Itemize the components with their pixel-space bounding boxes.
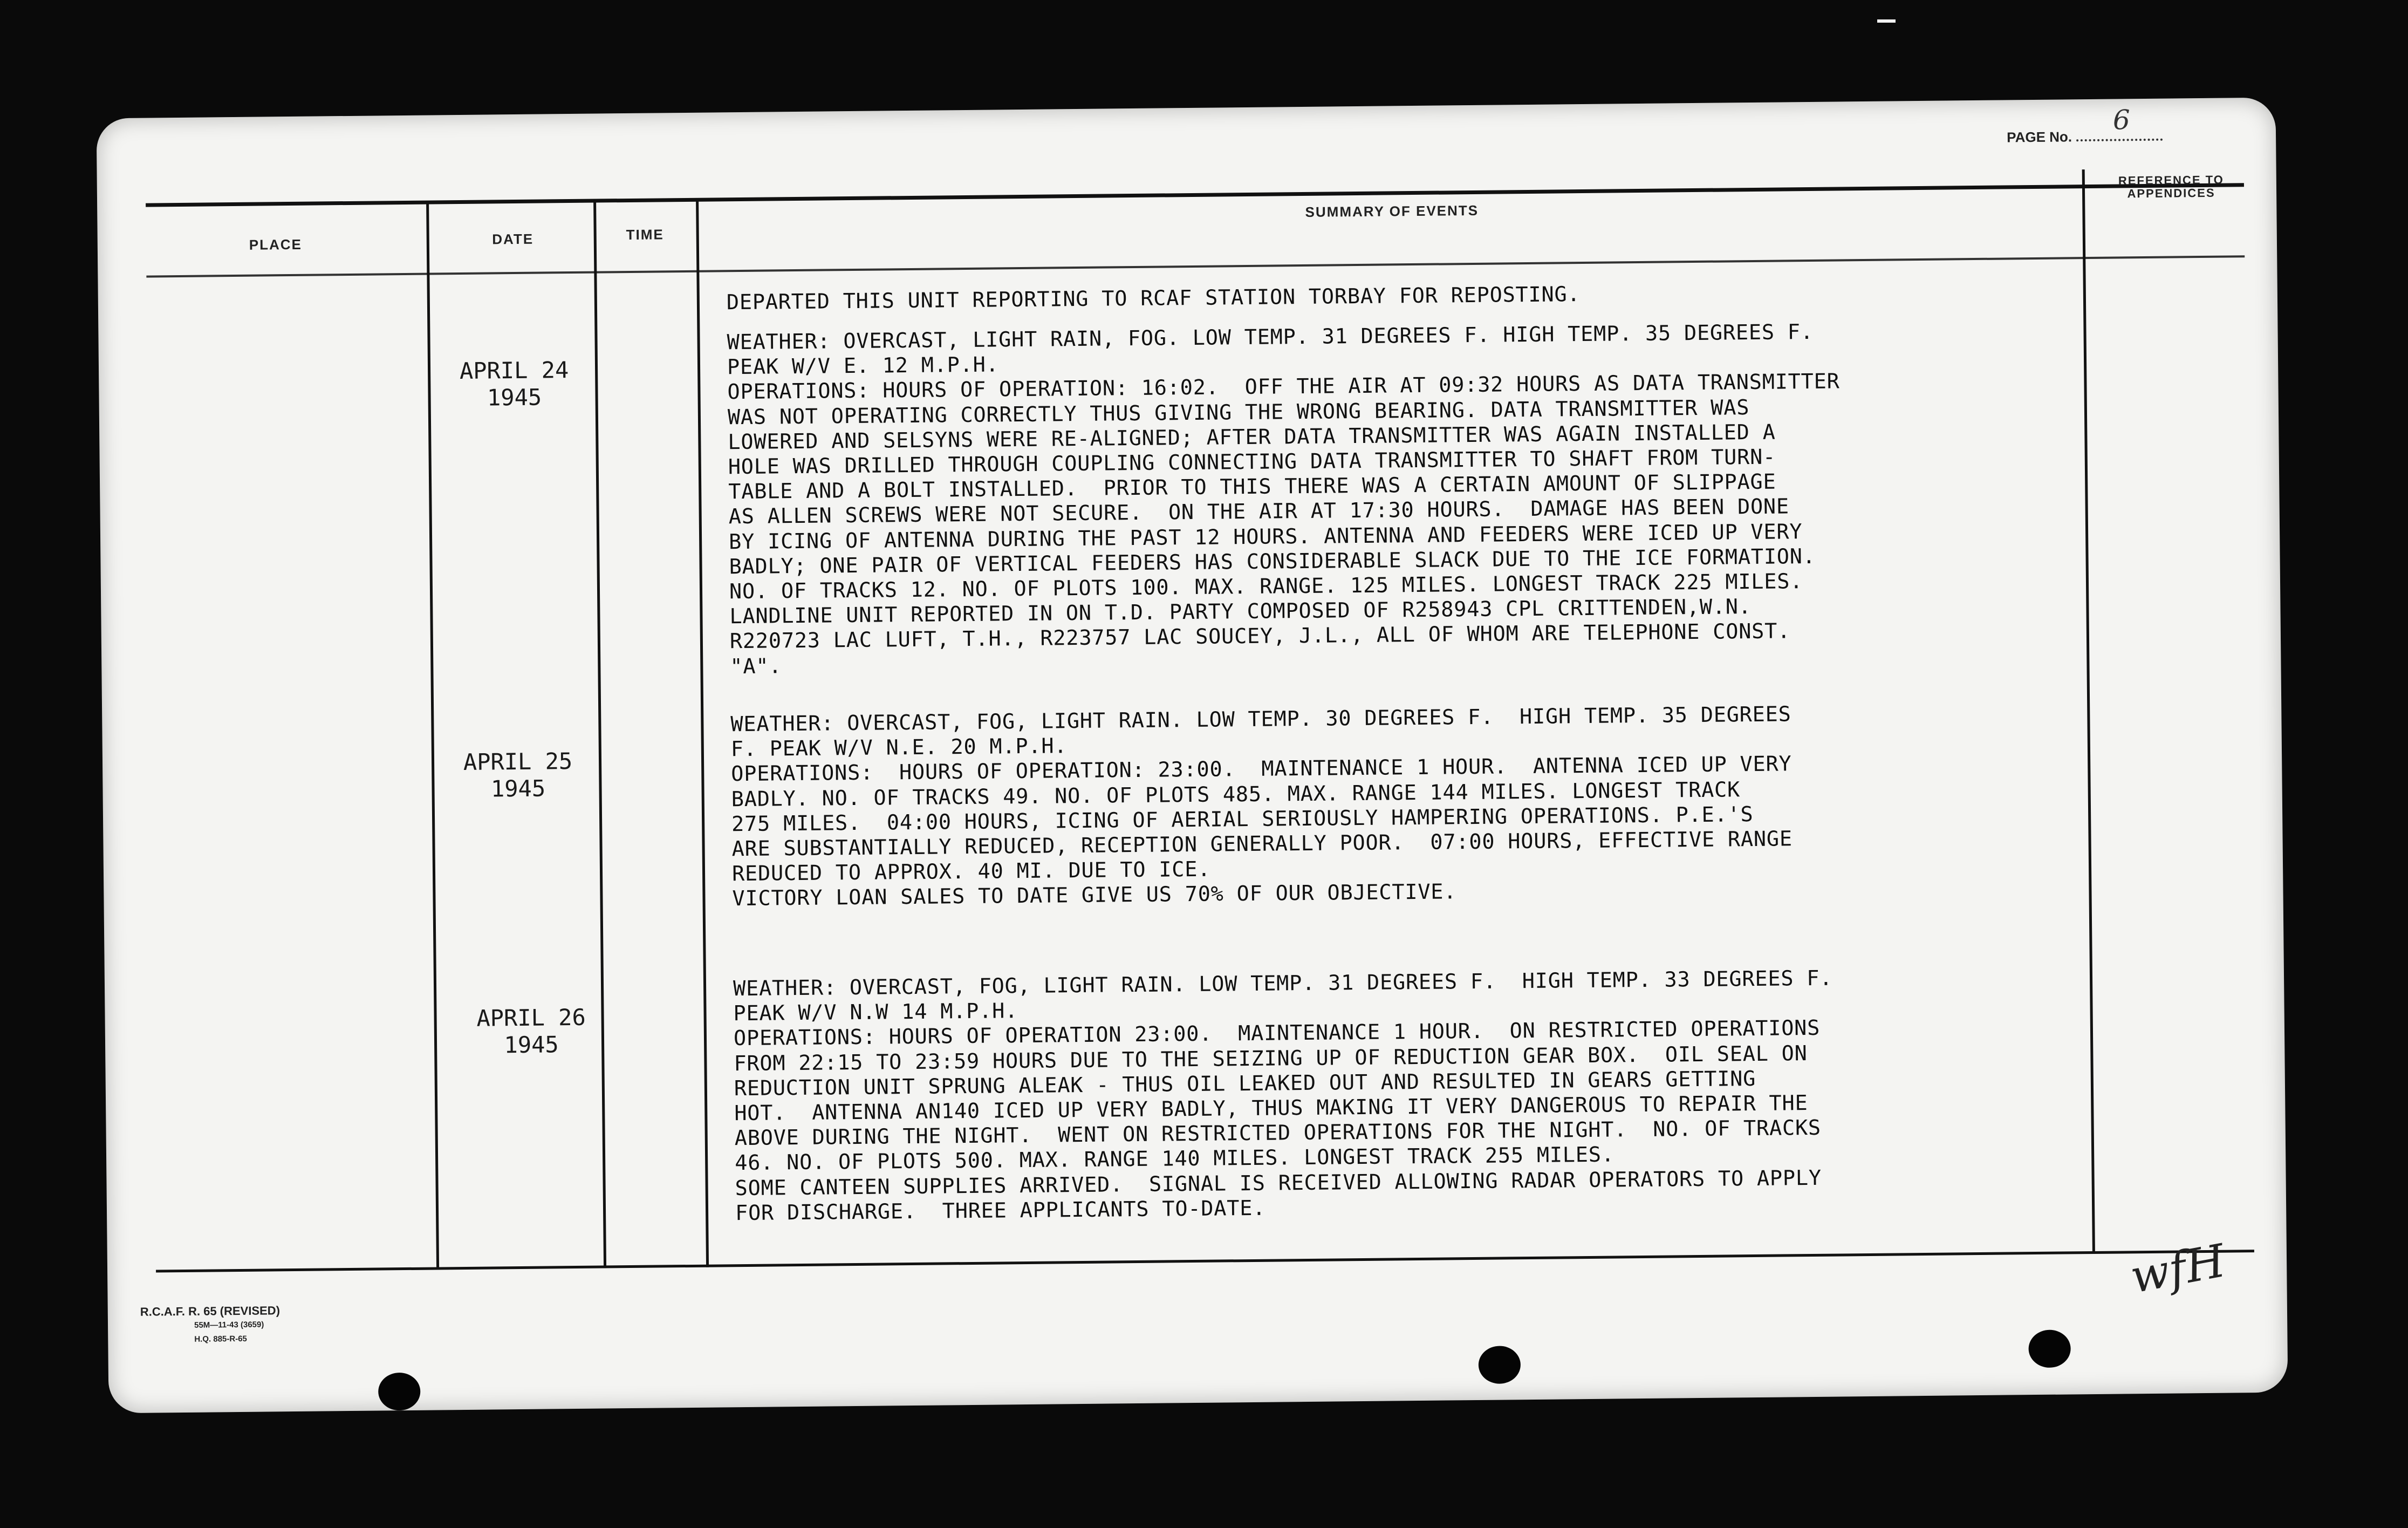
column-header-time: TIME — [626, 226, 664, 243]
punch-hole-left — [378, 1373, 421, 1411]
column-divider-time — [696, 199, 709, 1267]
summary-entry-april-26: WEATHER: OVERCAST, FOG, LIGHT RAIN. LOW TEMP. 31 DEGREES F. HIGH TEMP. 33 DEGREES F. PEAK W/V N.W 14 M.P.H. OPERATIONS: HOURS OF OPERATION 23:00. MAINTENANCE 1 HOUR. ON RESTRICTED OPERATIONS FROM 22:15 TO 23:59 HOURS DUE TO THE SEIZING UP OF REDUCTION GEAR BOX. OIL SEAL ON REDUCTION UNIT SPRUNG ALEAK - THUS OIL LEAKED OUT AND RESULTED IN GEARS GETTING HOT. ANTENNA AN140 ICED UP VERY BADLY, THUS MAKING IT VERY DANGEROUS TO REPAIR THE ABOVE DURING THE NIGHT. WENT ON RESTRICTED OPERATIONS FOR THE NIGHT. NO. OF TRACKS 46. NO. OF PLOTS 500. MAX. RANGE 140 MILES. LONGEST TRACK 255 MILES. SOME CANTEEN SUPPLIES ARRIVED. SIGNAL IS RECEIVED ALLOWING RADAR OPERATORS TO APPLY FOR DISCHARGE. THREE APPLICANTS TO-DATE. — [733, 966, 1833, 1225]
punch-hole-center — [1479, 1346, 1521, 1384]
column-header-summary: SUMMARY OF EVENTS — [1305, 202, 1479, 220]
form-id-line: R.C.A.F. R. 65 (REVISED) — [140, 1304, 281, 1319]
form-print-line: 55M—11-43 (3659) — [194, 1320, 264, 1330]
page-number — [2007, 104, 2163, 146]
page-number-label: PAGE No. — [2007, 128, 2072, 146]
date-april-25 — [437, 748, 599, 803]
column-header-place: PLACE — [249, 236, 303, 253]
form-identifier — [140, 1304, 281, 1347]
date-text: APRIL 24 — [459, 357, 569, 385]
document-card — [97, 98, 2288, 1414]
punch-hole-right — [2028, 1329, 2071, 1368]
date-april-26 — [450, 1004, 612, 1059]
form-hq-line: H.Q. 885-R-65 — [194, 1334, 247, 1344]
column-header-reference: REFERENCE TO APPENDICES — [2118, 173, 2224, 201]
date-year: 1945 — [487, 384, 542, 411]
date-year: 1945 — [490, 775, 546, 802]
page-number-value: 6 — [2112, 104, 2131, 136]
date-april-24 — [433, 357, 596, 412]
header-top-rule — [146, 183, 2244, 207]
background-speck — [1877, 19, 1896, 23]
column-divider-date — [593, 200, 606, 1268]
date-text: APRIL 26 — [476, 1004, 586, 1032]
date-year: 1945 — [504, 1031, 559, 1059]
header-bottom-rule — [146, 255, 2245, 277]
summary-entry-april-24: WEATHER: OVERCAST, LIGHT RAIN, FOG. LOW TEMP. 31 DEGREES F. HIGH TEMP. 35 DEGREES F. PEAK W/V E. 12 M.P.H. OPERATIONS: HOURS OF OPERATION: 16:02. OFF THE AIR AT 09:32 HOURS AS DATA TRANSMITTER WAS NOT OPERATING CORRECTLY THUS GIVING THE WRONG BEARING. DATA TRANSMITTER WAS LOWERED AND SELSYNS WERE RE-ALIGNED; AFTER DATA TRANSMITTER WAS AGAIN INSTALLED A HOLE WAS DRILLED THROUGH COUPLING CONNECTING DATA TRANSMITTER TO SHAFT FROM TURN- TABLE AND A BOLT INSTALLED. PRIOR TO THIS THERE WAS A CERTAIN AMOUNT OF SLIPPAGE AS ALLEN SCREWS WERE NOT SECURE. ON THE AIR AT 17:30 HOURS. DAMAGE HAS BEEN DONE BY ICING OF ANTENNA DURING THE PAST 12 HOURS. ANTENNA AND FEEDERS WERE ICED UP VERY BADLY; ONE PAIR OF VERTICAL FEEDERS HAS CONSIDERABLE SLACK DUE TO THE ICE FORMATION. NO. OF TRACKS 12. NO. OF PLOTS 100. MAX. RANGE. 125 MILES. LONGEST TRACK 225 MILES. LANDLINE UNIT REPORTED IN ON T.D. PARTY COMPOSED OF R258943 CPL CRITTENDEN,W.N. R220723 LAC LUFT, T.H., R223757 LAC SOUCEY, J.L., ALL OF WHOM ARE TELEPHONE CONST. "A". — [727, 319, 1840, 679]
date-text: APRIL 25 — [463, 748, 573, 775]
handwritten-initials: wfH — [2126, 1234, 2229, 1304]
summary-entry-april-25: WEATHER: OVERCAST, FOG, LIGHT RAIN. LOW TEMP. 30 DEGREES F. HIGH TEMP. 35 DEGREES F. PEAK W/V N.E. 20 M.P.H. OPERATIONS: HOURS OF OPERATION: 23:00. MAINTENANCE 1 HOUR. ANTENNA ICED UP VERY BADLY. NO. OF TRACKS 49. NO. OF PLOTS 485. MAX. RANGE 144 MILES. LONGEST TRACK 275 MILES. 04:00 HOURS, ICING OF AERIAL SERIOUSLY HAMPERING OPERATIONS. P.E.'S ARE SUBSTANTIALLY REDUCED, RECEPTION GENERALLY POOR. 07:00 HOURS, EFFECTIVE RANGE REDUCED TO APPROX. 40 MI. DUE TO ICE. VICTORY LOAN SALES TO DATE GIVE US 70% OF OUR OBJECTIVE. — [730, 702, 1793, 911]
page-number-dots — [2076, 139, 2163, 142]
summary-entry-departure: DEPARTED THIS UNIT REPORTING TO RCAF STATION TORBAY FOR REPOSTING. — [726, 282, 1581, 315]
column-divider-summary — [2082, 169, 2095, 1254]
column-header-date: DATE — [492, 230, 534, 248]
bottom-rule — [156, 1250, 2254, 1272]
